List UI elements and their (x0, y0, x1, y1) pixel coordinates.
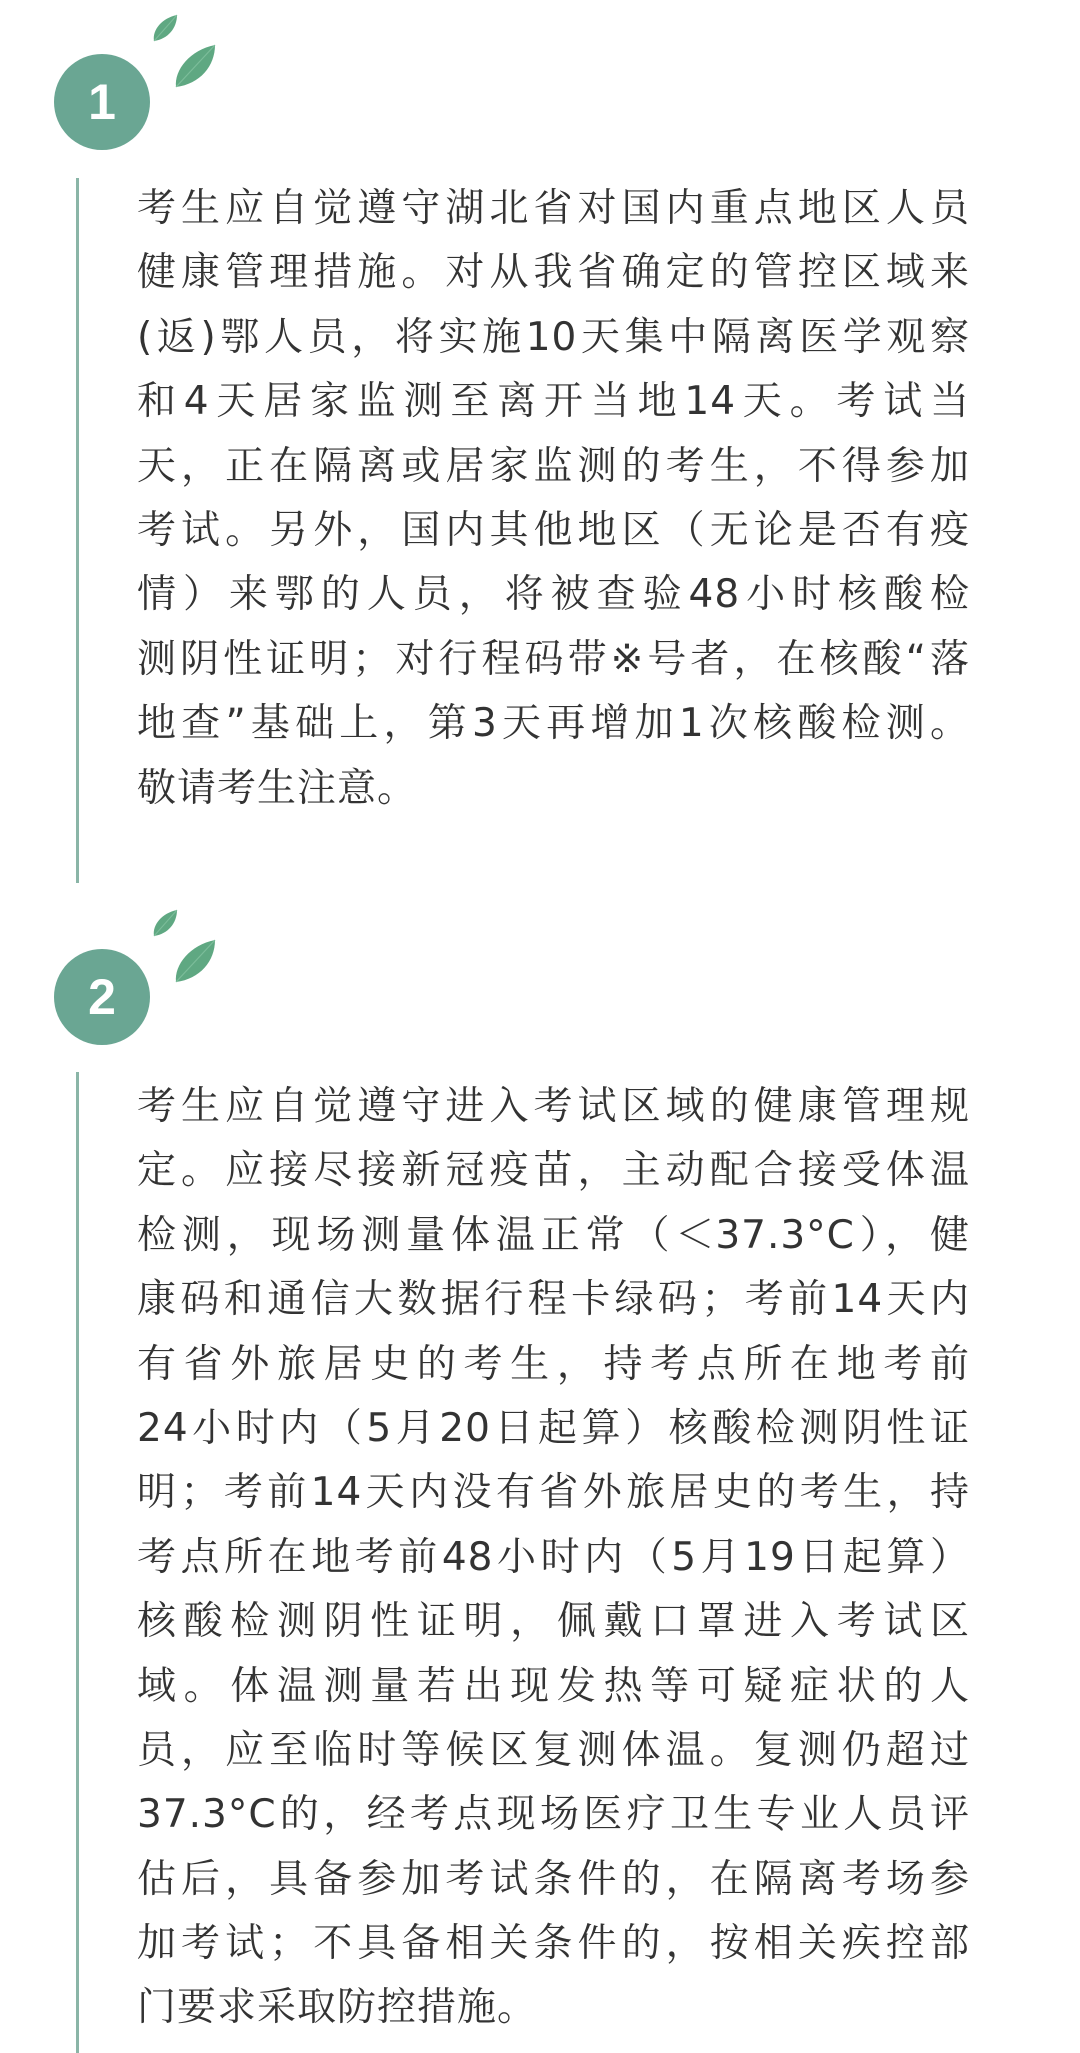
text-line: 门要求采取防控措施。 (137, 1985, 538, 2031)
text-line: 健康管理措施。对从我省确定的管控区域来 (137, 250, 970, 296)
text-line: 员，应至临时等候区复测体温。复测仍超过 (137, 1727, 970, 1773)
text-line: 敬请考生注意。 (137, 765, 418, 811)
section-2-paragraph (137, 1075, 970, 2041)
text-line: 考生应自觉遵守湖北省对国内重点地区人员 (137, 186, 970, 231)
text-line: 37.3°C的，经考点现场医疗卫生专业人员评 (137, 1792, 970, 1838)
text-line: 24小时内（5月20日起算）核酸检测阴性证 (137, 1405, 970, 1451)
timeline-line (76, 1072, 79, 2053)
text-line: 加考试；不具备相关条件的，按相关疾控部 (137, 1921, 970, 1967)
text-line: 康码和通信大数据行程卡绿码；考前14天内 (137, 1277, 970, 1323)
text-line: 定。应接尽接新冠疫苗，主动配合接受体温 (137, 1148, 970, 1194)
text-line: 和4天居家监测至离开当地14天。考试当 (137, 379, 970, 425)
text-line: 考试。另外，国内其他地区（无论是否有疫 (137, 507, 970, 553)
leaf-icon (172, 937, 218, 985)
text-line: 情）来鄂的人员，将被查验48小时核酸检 (137, 572, 970, 618)
text-line: 地查”基础上，第3天再增加1次核酸检测。 (137, 701, 970, 747)
text-line: 检测，现场测量体温正常（＜37.3°C），健 (137, 1212, 970, 1258)
text-line: 有省外旅居史的考生，持考点所在地考前 (137, 1341, 970, 1387)
text-line: 考生应自觉遵守进入考试区域的健康管理规 (137, 1084, 970, 1129)
text-line: 域。体温测量若出现发热等可疑症状的人 (137, 1663, 970, 1709)
step-number-badge: 1 (54, 54, 150, 150)
text-line: 考点所在地考前48小时内（5月19日起算） (137, 1534, 970, 1580)
text-line: 天，正在隔离或居家监测的考生，不得参加 (137, 443, 970, 489)
leaf-icon (150, 907, 180, 939)
step-number-badge: 2 (54, 949, 150, 1045)
text-line: 测阴性证明；对行程码带※号者，在核酸“落 (137, 636, 970, 682)
text-line: 核酸检测阴性证明，佩戴口罩进入考试区 (137, 1599, 970, 1645)
text-line: 估后，具备参加考试条件的，在隔离考场参 (137, 1856, 970, 1902)
text-line: 明；考前14天内没有省外旅居史的考生，持 (137, 1470, 970, 1516)
text-line: (返)鄂人员，将实施10天集中隔离医学观察 (137, 314, 970, 360)
